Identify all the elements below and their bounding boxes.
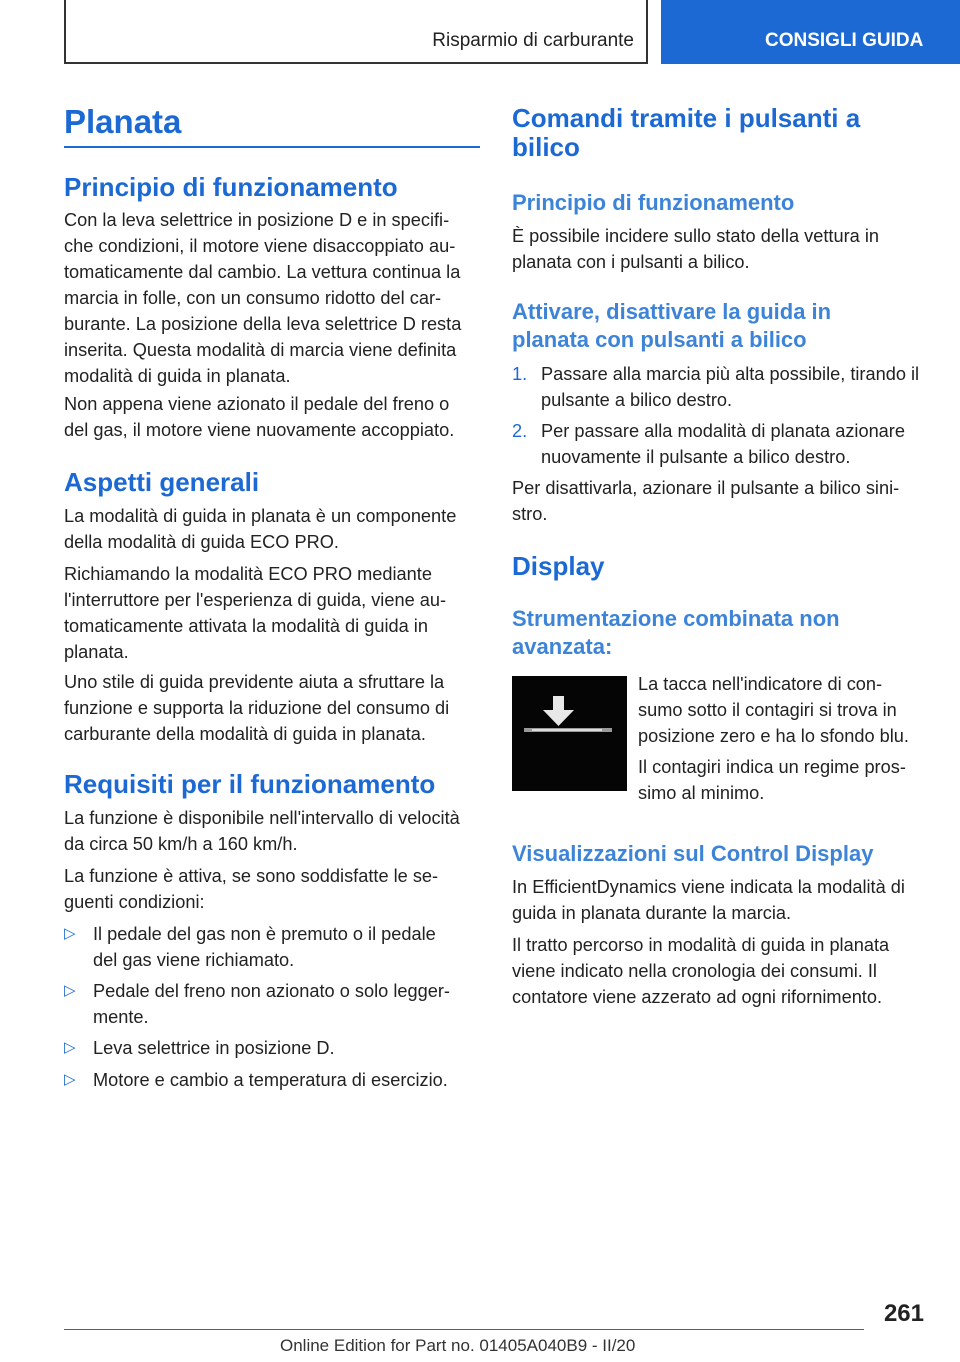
text-line: da circa 50 km/h a 160 km/h.	[64, 834, 298, 854]
text-line: guida in planata durante la marcia.	[512, 903, 792, 923]
text-line: mente.	[93, 1007, 149, 1027]
text-line: marcia in folle, con un consumo ridotto del car-	[64, 288, 442, 308]
text-line: tomaticamente dal cambio. La vettura continua la	[64, 262, 461, 282]
heading-principio: Principio di funzionamento	[64, 172, 398, 202]
text-line: Richiamando la modalità ECO PRO mediante	[64, 564, 432, 584]
list-item	[64, 1067, 480, 1093]
paragraph-aspetti-1	[64, 503, 456, 555]
text-line: Motore e cambio a temperatura di esercizio.	[93, 1070, 448, 1090]
text-line: Pedale del freno non azionato o solo legger-	[93, 981, 450, 1001]
text-line: stro.	[512, 504, 548, 524]
text-line: modalità di guida in planata.	[64, 366, 291, 386]
text-line: nuovamente il pulsante a bilico destro.	[541, 447, 851, 467]
heading-comandi	[512, 104, 930, 162]
text-line: La funzione è disponibile nell'intervallo di velocità	[64, 808, 460, 828]
text-line: Con la leva selettrice in posizione D e in specifi-	[64, 210, 450, 230]
text-line: carburante della modalità di guida in planata.	[64, 724, 426, 744]
text-line: La tacca nell'indicatore di con-	[638, 674, 883, 694]
heading-requisiti: Requisiti per il funzionamento	[64, 769, 436, 799]
paragraph-tacca	[638, 671, 909, 749]
text-line: tomaticamente attivata la modalità di guida in	[64, 616, 428, 636]
paragraph-requisiti-1	[64, 805, 460, 857]
text-line: l'interruttore per l'esperienza di guida, viene au-	[64, 590, 447, 610]
text-line: posizione zero e ha lo sfondo blu.	[638, 726, 909, 746]
list-item	[64, 921, 480, 973]
paragraph-visualizzazioni-2	[512, 932, 889, 1010]
text-line: guenti condizioni:	[64, 892, 205, 912]
paragraph-contagiri	[638, 754, 906, 806]
text-line: inserita. Questa modalità di marcia viene definita	[64, 340, 457, 360]
header-frame	[64, 0, 648, 64]
text-line: simo al minimo.	[638, 783, 765, 803]
paragraph-disattivarla	[512, 475, 899, 527]
text-line: Il tratto percorso in modalità di guida in planata	[512, 935, 890, 955]
triangle-bullet-icon: ▷	[64, 982, 76, 999]
heading-display: Display	[512, 551, 605, 581]
list-item	[512, 418, 932, 470]
list-item	[64, 978, 480, 1030]
heading-line: Attivare, disattivare la guida in	[512, 299, 832, 324]
title-rule	[64, 146, 480, 148]
heading-line: Strumentazione combinata non	[512, 606, 840, 631]
text-line: Per disattivarla, azionare il pulsante a bilico sini-	[512, 478, 900, 498]
list-item	[64, 1035, 480, 1061]
heading-attivare	[512, 298, 930, 354]
heading-visualizzazioni: Visualizzazioni sul Control Display	[512, 841, 874, 866]
paragraph-non-appena	[64, 391, 454, 443]
text-line: planata.	[64, 642, 129, 662]
heading-aspetti: Aspetti generali	[64, 467, 260, 497]
header-chapter-tab[interactable]: CONSIGLI GUIDA	[661, 0, 960, 64]
heading-line: planata con pulsanti a bilico	[512, 327, 807, 352]
page-number: 261	[883, 1300, 924, 1327]
text-line: La modalità di guida in planata è un componente	[64, 506, 457, 526]
triangle-bullet-icon: ▷	[64, 1039, 76, 1056]
text-line: È possibile incidere sullo stato della vettura in	[512, 226, 879, 246]
down-arrow-icon	[512, 676, 627, 791]
text-line: Leva selettrice in posizione D.	[93, 1038, 335, 1058]
step-number: 1.	[512, 364, 528, 384]
text-line: Non appena viene azionato il pedale del freno o	[64, 394, 450, 414]
text-line: del gas, il motore viene nuovamente accoppiato.	[64, 420, 455, 440]
heading-strumentazione	[512, 605, 930, 661]
text-line: contatore viene azzerato ad ogni rifornimento.	[512, 987, 883, 1007]
text-line: Il pedale del gas non è premuto o il pedale	[93, 924, 436, 944]
heading-line: Comandi tramite i pulsanti a	[512, 103, 861, 133]
text-line: La funzione è attiva, se sono soddisfatte le se-	[64, 866, 439, 886]
text-line: In EfficientDynamics viene indicata la modalità di	[512, 877, 905, 897]
text-line: funzione e supporta la riduzione del consumo di	[64, 698, 450, 718]
heading-principio-right: Principio di funzionamento	[512, 190, 795, 215]
paragraph-aspetti-3	[64, 669, 449, 747]
paragraph-principio-right	[512, 223, 879, 275]
list-item	[512, 361, 932, 413]
footer-edition-text: Online Edition for Part no. 01405A040B9 - II/20	[280, 1336, 636, 1355]
footer-rule	[64, 1329, 864, 1330]
text-line: della modalità di guida ECO PRO.	[64, 532, 339, 552]
paragraph-principio	[64, 207, 461, 389]
text-line: viene indicato nella cronologia dei consumi. Il	[512, 961, 877, 981]
text-line: del gas viene richiamato.	[93, 950, 295, 970]
heading-line: bilico	[512, 132, 580, 162]
step-number: 2.	[512, 421, 528, 441]
paragraph-aspetti-2	[64, 561, 446, 665]
text-line: pulsante a bilico destro.	[541, 390, 733, 410]
triangle-bullet-icon: ▷	[64, 925, 76, 942]
text-line: Il contagiri indica un regime pros-	[638, 757, 906, 777]
instrument-cluster-image	[512, 676, 627, 791]
text-line: sumo sotto il contagiri si trova in	[638, 700, 897, 720]
text-line: burante. La posizione della leva selettrice D resta	[64, 314, 462, 334]
header-section-title: Risparmio di carburante	[432, 30, 634, 51]
text-line: planata con i pulsanti a bilico.	[512, 252, 750, 272]
text-line: che condizioni, il motore viene disaccoppiato au-	[64, 236, 456, 256]
text-line: Passare alla marcia più alta possibile, tirando il	[541, 364, 920, 384]
heading-line: avanzata:	[512, 634, 613, 659]
paragraph-requisiti-2	[64, 863, 438, 915]
text-line: Per passare alla modalità di planata azionare	[541, 421, 905, 441]
page-title: Planata	[64, 103, 182, 140]
text-line: Uno stile di guida previdente aiuta a sfruttare la	[64, 672, 445, 692]
triangle-bullet-icon: ▷	[64, 1071, 76, 1088]
paragraph-visualizzazioni-1	[512, 874, 905, 926]
